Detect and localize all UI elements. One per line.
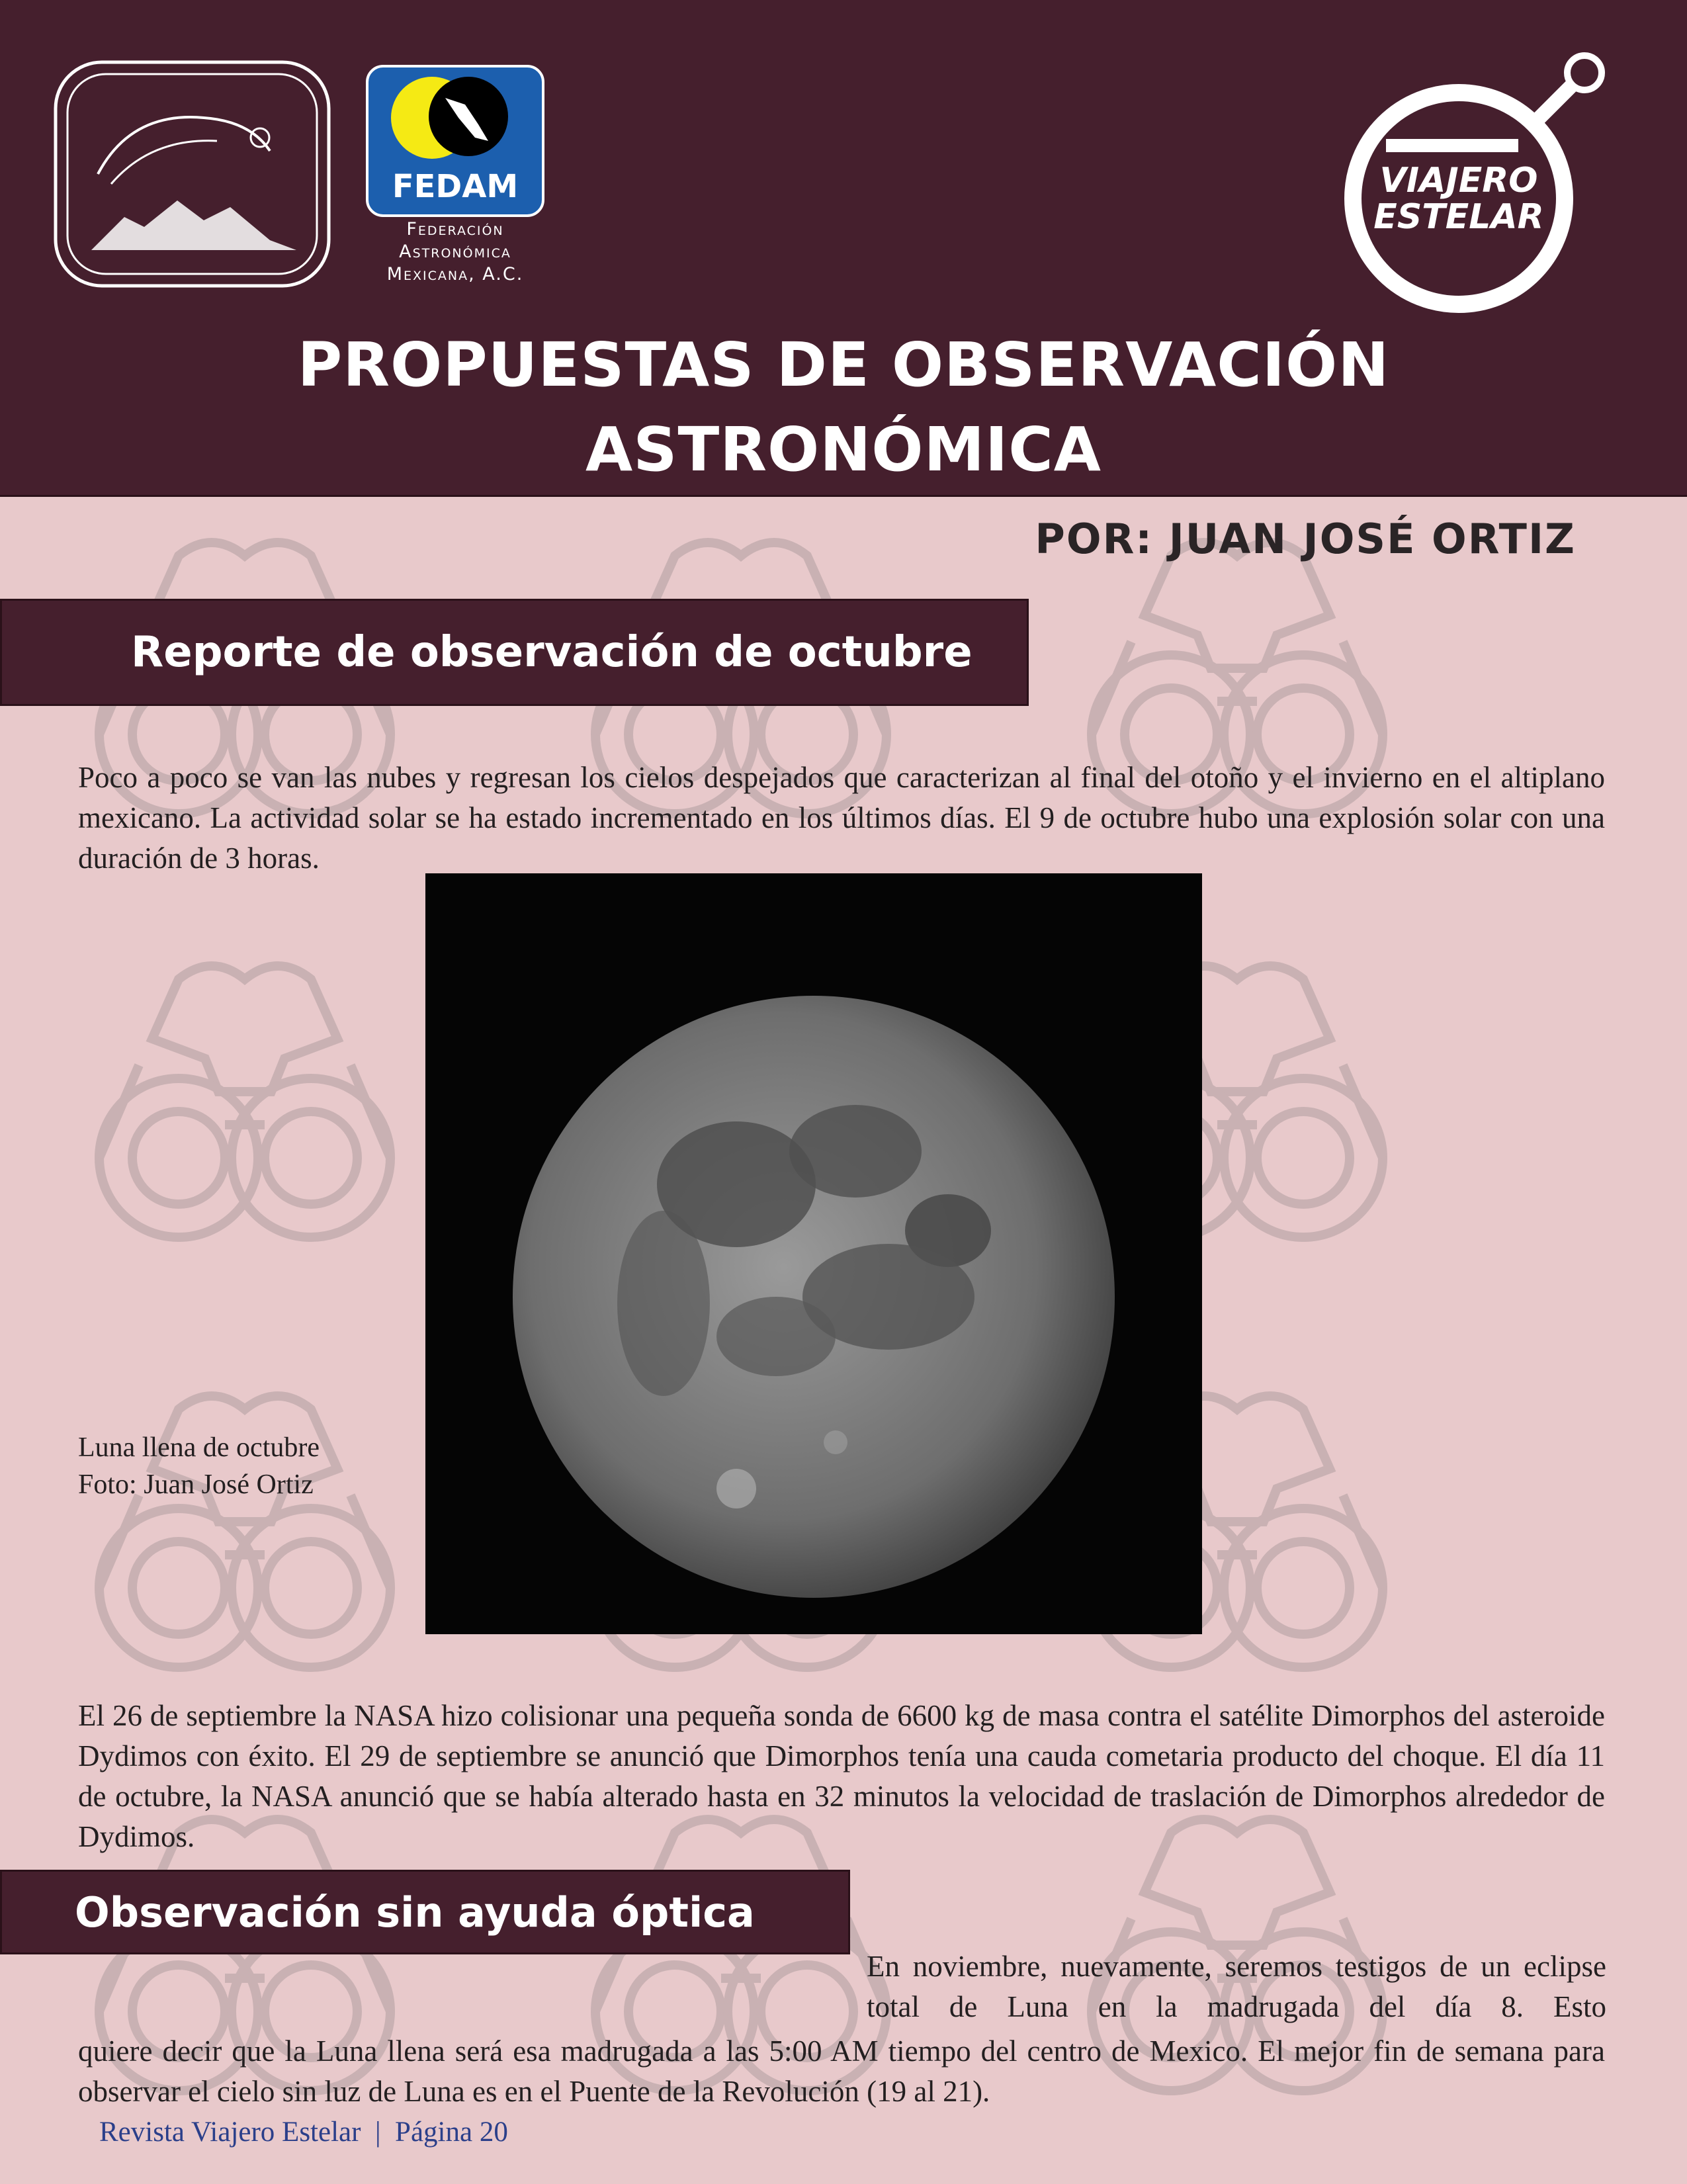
paragraph-intro: Poco a poco se van las nubes y regresan los cielos despejados que caracterizan al final del otoño y el invierno en el altiplano mexicano. La actividad solar se ha estado incrementado en los últimos días. El 9 de octubre hubo una explosión solar con una duración de 3 horas.: [78, 761, 1605, 875]
paragraph-eclipse-part2: quiere decir que la Luna llena será esa madrugada a las 5:00 AM tiempo del centro de Mexico. El mejor fin de semana para observar el cielo sin luz de Luna es en el Puente de la Revolución (19 al 21).: [78, 2034, 1605, 2108]
viajero-estelar-logo: [1326, 40, 1618, 318]
header-banner: [0, 0, 1687, 497]
avt-association-logo: [52, 58, 333, 290]
fedam-badge-text: FEDAM: [392, 168, 519, 205]
fedam-logo: [366, 65, 544, 217]
photo-caption: [78, 1429, 320, 1503]
page-footer: Revista Viajero Estelar | Página 20: [99, 2117, 508, 2148]
paragraph-nasa-dart: El 26 de septiembre la NASA hizo colisionar una pequeña sonda de 6600 kg de masa contra el satélite Dimorphos del asteroide Dydimos con éxito. El 29 de septiembre se anunció que Dimorphos tenía una cauda cometaria producto del choque. El día 11 de octubre, la NASA anunció que se había alterado hasta en 32 minutos la velocidad de traslación de Dimorphos alrededor de Dydimos.: [78, 1699, 1605, 1853]
moon-photo: [425, 873, 1202, 1634]
full-moon-image: [425, 873, 1202, 1634]
svg-text:VIAJERO: VIAJERO: [1379, 161, 1538, 200]
page-title: PROPUESTAS DE OBSERVACIÓN ASTRONÓMICA: [297, 329, 1390, 485]
photo-caption-text: Luna llena de octubre Foto: Juan José Ortiz: [78, 1432, 320, 1500]
fedam-caption: Federación Astronómica Mexicana, A.C.: [386, 219, 524, 284]
svg-text:ESTELAR: ESTELAR: [1373, 197, 1544, 237]
section-heading-october-report: Reporte de observación de octubre: [0, 599, 1029, 706]
paragraph-eclipse-part1: En noviembre, nuevamente, seremos testigos de un eclipse total de Luna en la madrugada del día 8. Esto: [867, 1950, 1606, 2023]
byline: POR: JUAN JOSÉ ORTIZ: [1035, 515, 1576, 563]
section-heading-naked-eye: Observación sin ayuda óptica: [0, 1870, 850, 1954]
